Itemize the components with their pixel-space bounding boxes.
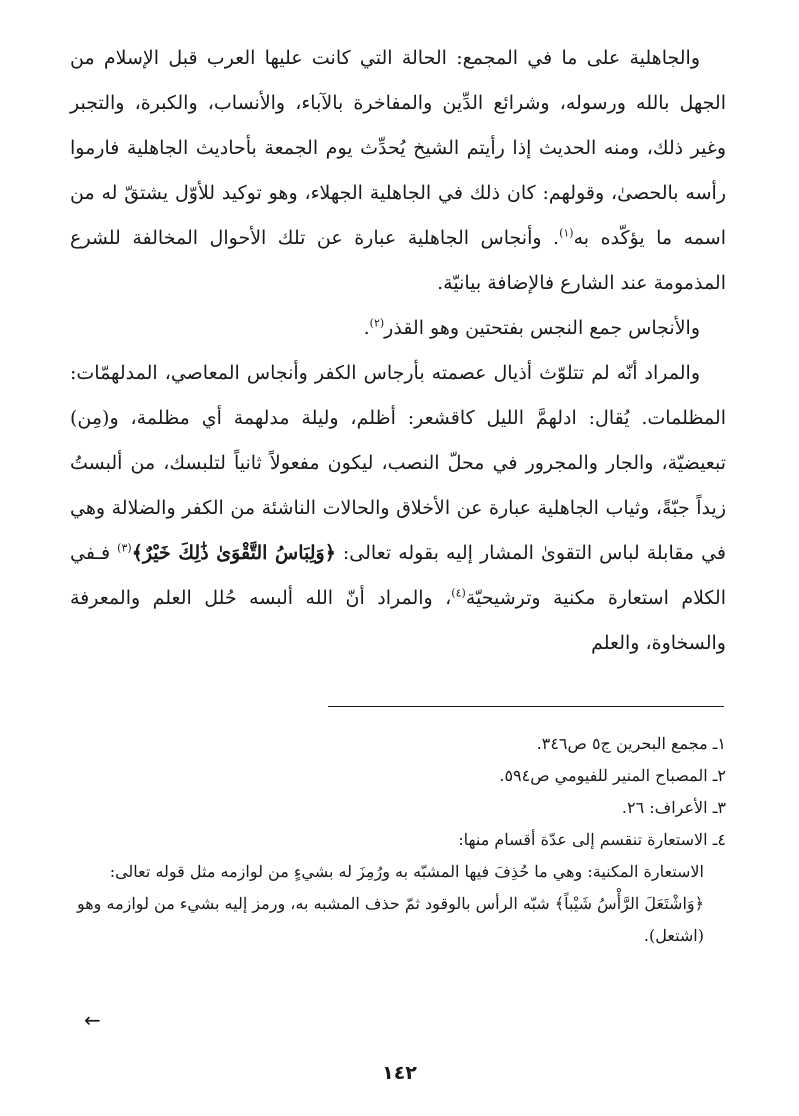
footnote-ref-4: (٤) [451,586,466,600]
footnote-4-body: الاستعارة المكنية: وهي ما حُذِفَ فيها المشبّه به ورُمِزَ له بشيءٍ من لوازمه مثل قوله تعالى: ﴿وَاشْتَعَلَ الرَّأْسُ شَيْباً﴾ شبّه الرأس بالوقود ثمّ حذف المشبه به، ورمز إليه بشيء من لوازمه وهو (اشتعل). [76,862,704,945]
footnote-verse: ﴿وَاشْتَعَلَ الرَّأْسُ شَيْباً﴾ [554,894,704,913]
footnote-2: ٢ـ المصباح المنير للفيومي ص٥٩٤. [499,766,726,785]
quran-verse: ﴿وَلِبَاسُ التَّقْوَىٰ ذَٰلِكَ خَيْرٌ﴾ [131,542,336,564]
footnotes [75,728,726,952]
footnote-ref-3: (٣) [117,541,132,555]
main-text [70,36,726,666]
footnote-separator [328,706,724,707]
footnote-ref-2: (٢) [369,316,385,330]
footnote-1: ١ـ مجمع البحرين ج٥ ص٣٤٦. [536,734,726,753]
footnote-3: ٣ـ الأعراف: ٢٦. [621,798,726,817]
paragraph-3: والمراد أنّه لم تتلوّث أذيال عصمته بأرجاس الكفر وأنجاس المعاصي، المدلهمّات: المظلمات. يُقال: ادلهمَّ الليل كاقشعر: أظلم، وليلة مدلهمة أي مظلمة، و(مِن) تبعيضيّة، والجار والمجرور في محلّ النصب، ليكون مفعولاً ثانياً لتلبسك، من ألبستُ زيداً جبّةً، وثياب الجاهلية عبارة عن الأخلاق والحالات الناشئة من الكفر والضلالة وهي في مقابلة لباس التقوىٰ المشار إليه بقوله تعالى: ﴿وَلِبَاسُ التَّقْوَىٰ ذَٰلِكَ خَيْرٌ﴾$^{(٣)}$ فـفي الكلام استعارة مكنية وترشيحيّة$^{(٤)}$، والمراد أنّ الله ألبسه حُلل العلم والمعرفة والسخاوة، والعلم [70,362,727,654]
footnote-ref-1: (١) [559,226,574,240]
footnote-4: ٤ـ الاستعارة تنقسم إلى عدّة أقسام منها: [458,830,726,849]
paragraph-2: والأنجاس جمع النجس بفتحتين وهو القذر$^{(٢)}$. [363,316,700,339]
paragraph-1: والجاهلية على ما في المجمع: الحالة التي كانت عليها العرب قبل الإسلام من الجهل بالله ورسوله، وشرائع الدِّين والمفاخرة بالآباء، والأنساب، والكبرة، والتجبر وغير ذلك، ومنه الحديث إذا رأيتم الشيخ يُحدِّث يوم الجمعة بأحاديث الجاهلية فارموا رأسه بالحصىٰ، وقولهم: كان ذلك في الجاهلية الجهلاء، وهو توكيد للأوّل يشتقّ له من اسمه ما يؤكّده به$^{(١)}$. وأنجاس الجاهلية عبارة عن تلك الأحوال المخالفة للشرع المذمومة عند الشارع فالإضافة بيانيّة. [70,47,726,294]
page-number: ١٤٢ [382,1062,417,1084]
continuation-arrow-icon: ← [84,1008,101,1032]
